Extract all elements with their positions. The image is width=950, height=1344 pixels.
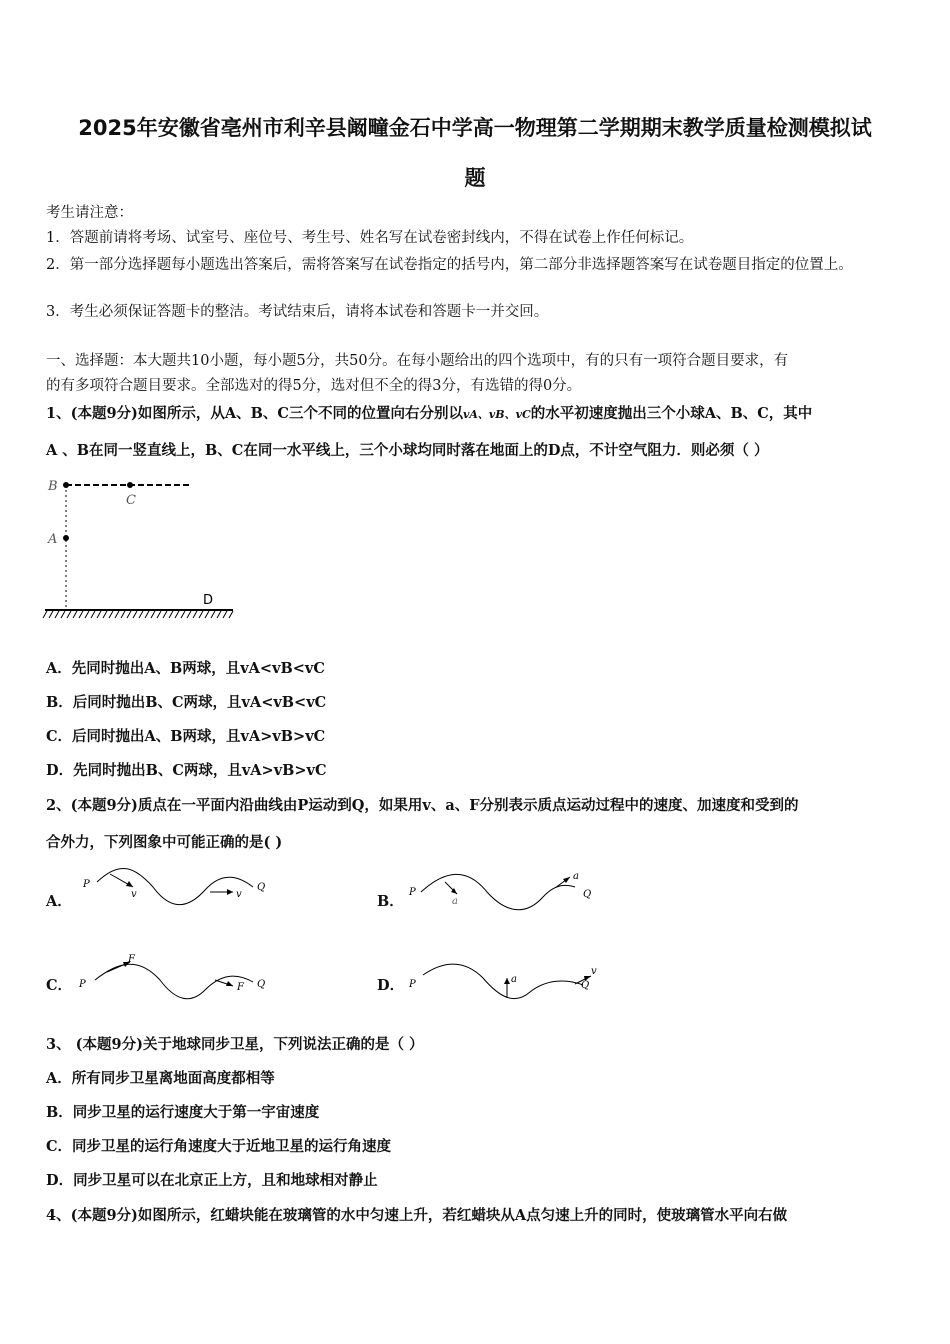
q2-stem-line1: 2、(本题9分)质点在一平面内沿曲线由P运动到Q，如果用v、a、F分别表示质点运动过程中的速度、加速度和受到的 xyxy=(46,797,799,814)
q1-option-b: B．后同时抛出B、C两球，且vA<vB<vC xyxy=(46,694,327,711)
notice-item-3: 3．考生必须保证答题卡的整洁。考试结束后，请将本试卷和答题卡一并交回。 xyxy=(46,304,549,320)
q1-option-d: D．先同时抛出B、C两球，且vA>vB>vC xyxy=(46,762,327,779)
label-a-b2: a xyxy=(573,871,579,882)
q2-figure-a xyxy=(75,862,275,917)
label-c: C xyxy=(126,493,136,508)
q2-stem-line2: 合外力，下列图象中可能正确的是( ) xyxy=(46,834,283,851)
label-a-d: a xyxy=(511,974,517,985)
label-p-d: P xyxy=(409,979,416,990)
notice-item-1: 1．答题前请将考场、试室号、座位号、考生号、姓名写在试卷密封线内，不得在试卷上作任何标记。 xyxy=(46,230,694,246)
curve-c xyxy=(95,964,253,998)
ground-hatch xyxy=(43,611,233,618)
q3-option-d: D．同步卫星可以在北京正上方，且和地球相对静止 xyxy=(46,1172,378,1189)
label-v-a1: v xyxy=(131,889,137,900)
label-q-a: Q xyxy=(257,882,266,893)
page-title: 2025年安徽省亳州市利辛县阚疃金石中学高一物理第二学期期末教学质量检测模拟试 xyxy=(78,116,872,140)
label-p-c: P xyxy=(79,979,86,990)
q2-figure-d xyxy=(405,950,605,1010)
label-p-b: P xyxy=(409,887,416,898)
q2-option-c-label: C． xyxy=(46,977,73,994)
label-f-c1: F xyxy=(128,954,135,965)
q1-stem-line1 xyxy=(46,402,812,423)
curve-d xyxy=(423,964,583,999)
label-d: D xyxy=(203,593,214,608)
point-c-dot xyxy=(127,482,133,488)
label-v-a2: v xyxy=(236,889,242,900)
label-v-d: v xyxy=(591,966,597,977)
label-p-a: P xyxy=(83,879,90,890)
q4-stem-line1: 4、(本题9分)如图所示，红蜡块能在玻璃管的水中匀速上升，若红蜡块从A点匀速上升的同时，使玻璃管水平向右做 xyxy=(46,1207,788,1224)
q2-figure-b xyxy=(405,862,605,917)
point-a-dot xyxy=(63,535,69,541)
q1-option-c: C．后同时抛出A、B两球，且vA>vB>vC xyxy=(46,728,326,745)
q3-stem: 3、 (本题9分)关于地球同步卫星，下列说法正确的是（ ） xyxy=(46,1036,424,1053)
notice-heading: 考生请注意： xyxy=(46,205,133,221)
q3-option-c: C．同步卫星的运行角速度大于近地卫星的运行角速度 xyxy=(46,1138,392,1155)
q1-stem-part2: 的水平初速度抛出三个小球A、B、C，其中 xyxy=(530,405,813,422)
label-b: B xyxy=(48,479,58,494)
q2-option-d-label: D． xyxy=(377,977,405,994)
section-intro-line1: 一、选择题：本大题共10小题，每小题5分，共50分。在每小题给出的四个选项中，有的只有一项符合题目要求，有 xyxy=(46,353,789,369)
curve-b xyxy=(421,874,575,909)
label-f-c2: F xyxy=(237,982,244,993)
label-a: A xyxy=(48,532,58,547)
q2-figure-c xyxy=(75,950,275,1010)
q2-option-b-label: B． xyxy=(377,893,404,910)
label-a-b1: a xyxy=(452,896,458,907)
q3-option-b: B．同步卫星的运行速度大于第一宇宙速度 xyxy=(46,1104,320,1121)
label-q-d: Q xyxy=(581,980,590,991)
q3-option-a: A．所有同步卫星离地面高度都相等 xyxy=(46,1070,275,1087)
q1-stem-part1: 1、(本题9分)如图所示，从A、B、C三个不同的位置向右分别以 xyxy=(46,405,463,422)
curve-a xyxy=(97,868,253,904)
page-title-cont: 题 xyxy=(464,166,486,190)
q1-option-a: A．先同时抛出A、B两球，且vA<vB<vC xyxy=(46,660,325,677)
section-intro-line2: 的有多项符合题目要求。全部选对的得5分，选对但不全的得3分，有选错的得0分。 xyxy=(46,378,582,394)
label-q-b: Q xyxy=(583,889,592,900)
q1-velocities: vA、vB、vC xyxy=(462,408,531,421)
point-b-dot xyxy=(63,482,69,488)
notice-item-2: 2．第一部分选择题每小题选出答案后，需将答案写在试卷指定的括号内，第二部分非选择题答案写在试卷题目指定的位置上。 xyxy=(46,257,853,273)
q2-option-a-label: A． xyxy=(46,893,72,910)
q1-stem-line2: A 、B在同一竖直线上，B、C在同一水平线上，三个小球均同时落在地面上的D点，不计空气阻力．则必须（ ） xyxy=(46,442,769,459)
q1-figure xyxy=(40,470,250,625)
label-q-c: Q xyxy=(257,979,266,990)
